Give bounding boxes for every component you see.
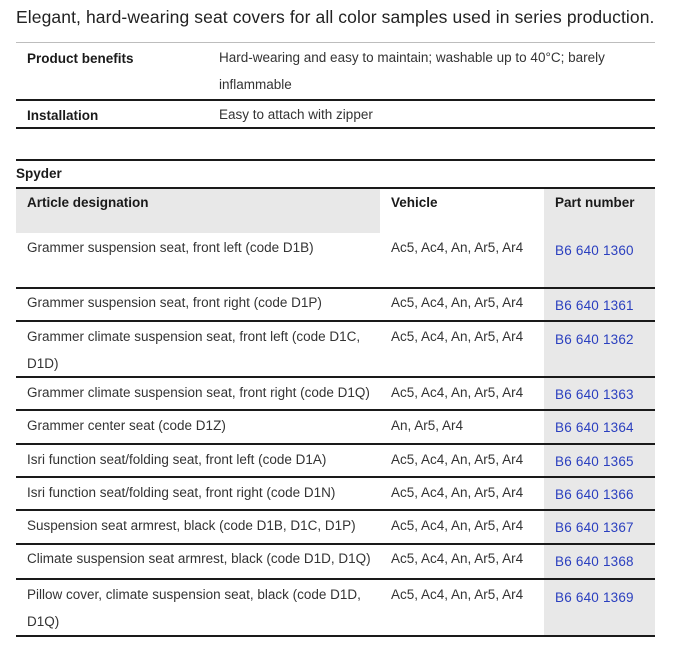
article-designation: Grammer center seat (code D1Z)	[27, 418, 226, 433]
divider	[16, 159, 655, 161]
row-divider	[16, 509, 655, 511]
part-number-link[interactable]: B6 640 1362	[555, 332, 634, 347]
article-designation: Grammer climate suspension seat, front right (code D1Q)	[27, 385, 370, 400]
article-designation: Pillow cover, climate suspension seat, black (code D1D, D1Q)	[27, 587, 361, 629]
spec-label-installation: Installation	[27, 108, 99, 123]
article-designation: Grammer climate suspension seat, front left (code D1C, D1D)	[27, 329, 361, 371]
intro-text: Elegant, hard-wearing seat covers for all color samples used in series production.	[16, 7, 655, 27]
part-number-link[interactable]: B6 640 1368	[555, 554, 634, 569]
vehicle-codes: Ac5, Ac4, An, Ar5, Ar4	[391, 551, 524, 566]
spec-label-benefits: Product benefits	[27, 51, 134, 66]
article-designation: Grammer suspension seat, front left (code D1B)	[27, 240, 314, 255]
part-number-link[interactable]: B6 640 1363	[555, 387, 634, 402]
vehicle-codes: Ac5, Ac4, An, Ar5, Ar4	[391, 240, 524, 255]
part-number-link[interactable]: B6 640 1364	[555, 420, 634, 435]
row-divider	[16, 409, 655, 411]
vehicle-codes: Ac5, Ac4, An, Ar5, Ar4	[391, 329, 524, 344]
article-designation: Isri function seat/folding seat, front left (code D1A)	[27, 452, 327, 467]
article-designation: Climate suspension seat armrest, black (code D1D, D1Q)	[27, 551, 371, 566]
vehicle-codes: Ac5, Ac4, An, Ar5, Ar4	[391, 452, 524, 467]
spec-value-installation: Easy to attach with zipper	[219, 107, 373, 122]
divider	[16, 127, 655, 129]
article-designation: Isri function seat/folding seat, front right (code D1N)	[27, 485, 336, 500]
row-divider	[16, 320, 655, 322]
header-article: Article designation	[27, 195, 149, 210]
row-divider	[16, 443, 655, 445]
part-number-link[interactable]: B6 640 1360	[555, 243, 634, 258]
part-number-link[interactable]: B6 640 1369	[555, 590, 634, 605]
row-divider	[16, 578, 655, 580]
article-designation: Suspension seat armrest, black (code D1B, D1C, D1P)	[27, 518, 356, 533]
part-number-link[interactable]: B6 640 1365	[555, 454, 634, 469]
vehicle-codes: Ac5, Ac4, An, Ar5, Ar4	[391, 485, 524, 500]
divider	[16, 42, 655, 43]
vehicle-codes: Ac5, Ac4, An, Ar5, Ar4	[391, 295, 524, 310]
part-number-link[interactable]: B6 640 1366	[555, 487, 634, 502]
spec-value-benefits: Hard-wearing and easy to maintain; washable up to 40°C; barely inflammable	[219, 50, 605, 92]
part-number-link[interactable]: B6 640 1361	[555, 298, 634, 313]
vehicle-codes: An, Ar5, Ar4	[391, 418, 464, 433]
row-divider	[16, 476, 655, 478]
row-divider	[16, 635, 655, 637]
vehicle-codes: Ac5, Ac4, An, Ar5, Ar4	[391, 518, 524, 533]
vehicle-codes: Ac5, Ac4, An, Ar5, Ar4	[391, 587, 524, 602]
article-designation: Grammer suspension seat, front right (code D1P)	[27, 295, 322, 310]
section-title: Spyder	[16, 166, 62, 181]
vehicle-codes: Ac5, Ac4, An, Ar5, Ar4	[391, 385, 524, 400]
part-number-link[interactable]: B6 640 1367	[555, 520, 634, 535]
header-part-number: Part number	[555, 195, 635, 210]
header-vehicle: Vehicle	[391, 195, 438, 210]
row-divider	[16, 376, 655, 378]
